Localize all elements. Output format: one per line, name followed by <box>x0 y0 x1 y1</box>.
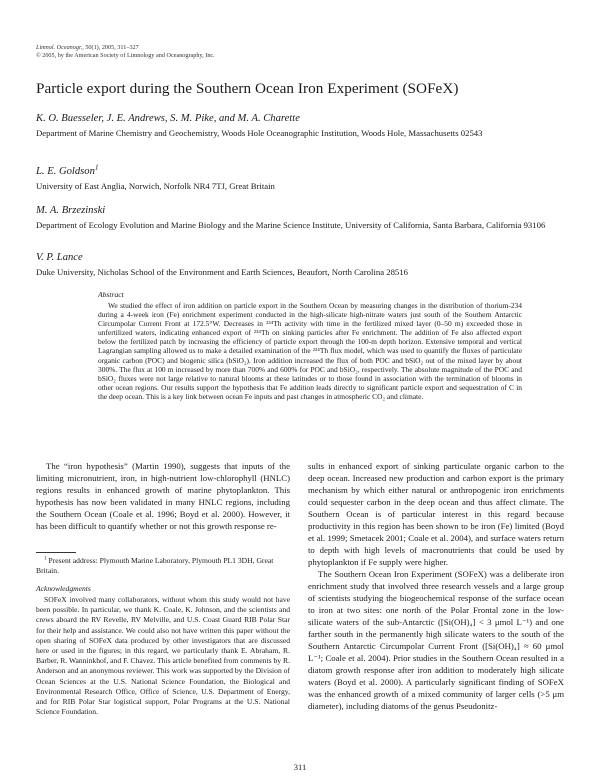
footnote-marker: 1 <box>44 555 47 562</box>
affiliation-1: Department of Marine Chemistry and Geochemistry, Woods Hole Oceanographic Institution, Woods Hole, Massachusetts 02543 <box>36 128 483 138</box>
abstract-label: Abstract <box>98 290 124 299</box>
journal-citation <box>36 44 215 52</box>
footnote-divider <box>36 552 76 553</box>
affiliation-2: University of East Anglia, Norwich, Norfolk NR4 7TJ, Great Britain <box>36 181 275 191</box>
right-paragraph-1: sults in enhanced export of sinking particulate organic carbon to the deep ocean. Increased new production and carbon export is the primary mechanism by which either natural or anthropogenic iron enrichments could sequester carbon in the deep ocean and thus affect climate. The Southern Ocean is of particular interest in this regard because productivity in this region has been shown to be iron (Fe) limited (Boyd et al. 1999; Smetacek 2001; Coale et al. 2004), and surface waters return to depth with high levels of macronutrients that could be used by phytoplankton if Fe supply were higher. <box>308 461 564 567</box>
left-column <box>36 460 290 532</box>
author-name-2: L. E. Goldson <box>36 166 95 177</box>
author-line-3: M. A. Brzezinski <box>36 205 106 216</box>
intro-paragraph: The “iron hypothesis” (Martin 1990), suggests that inputs of the limiting micronutrient, iron, in high-nutrient low-chlorophyll (HNLC) regions results in enhanced growth of marine phytoplankton. This hypothesis has now been validated in many HNLC regions, including the Southern Ocean (Coale et al. 1996; Boyd et al. 2000). However, it has been difficult to quantify whether or not this growth response re- <box>36 461 290 531</box>
acknowledgments-text: SOFeX involved many collaborators, without whom this study would not have been possible. In particular, we thank K. Coale, K. Johnson, and the scientists and crews aboard the RV Revelle, RV Melville, and U.S. Coast Guard RIB Polar Star for their help and assistance. We could also not have written this paper without the open sharing of SOFeX data produced by other investigators that are discussed here or used in the figures; in this regard, we particularly thank E. Abraham, R. Barber, R. Wanninkhof, and F. Chavez. This article benefited from comments by R. Anderson and an anonymous reviewer. This work was supported by the Division of Ocean Sciences at the U.S. National Science Foundation, the Biological and Environmental Research Office, Office of Science, U.S. Department of Energy, and for RIB Polar Star logistical support, Polar Programs at the U.S. National Science Foundation. <box>36 595 290 717</box>
paper-title: Particle export during the Southern Ocean Iron Experiment (SOFeX) <box>36 80 459 97</box>
page-number: 311 <box>293 762 307 772</box>
journal-header <box>36 44 215 59</box>
author-line-4: V. P. Lance <box>36 252 83 263</box>
footnote <box>36 556 290 576</box>
journal-copyright: © 2005, by the American Society of Limnology and Oceanography, Inc. <box>36 51 215 59</box>
author-line-2 <box>36 162 99 177</box>
abstract-text: We studied the effect of iron addition on particle export in the Southern Ocean by measuring changes in the distribution of thorium-234 during a 4-week iron (Fe) enrichment experiment conducted in the high-silicate high-nitrate waters just south of the Southern Antarctic Circumpolar Current Front at 172.5°W. Decreases in ²³⁴Th activity with time in the fertilized mixed layer (0–50 m) exceeded those in unfertilized waters, indicating enhanced export of ²³⁴Th on sinking particles after Fe enrichment. The addition of Fe also affected export below the fertilized patch by increasing the efficiency of particle export through the 100-m depth horizon. Extensive temporal and vertical Lagrangian sampling allowed us to make a detailed examination of the ²³⁴Th flux model, which was used to quantify the fluxes of particulate organic carbon (POC) and biogenic silica (bSiO₂). Iron addition increased the flux of both POC and bSiO₂ out of the mixed layer by about 300%. The flux at 100 m increased by more than 700% and 600% for POC and bSiO₂, respectively. The absolute magnitude of the POC and bSiO₂ fluxes were not large relative to natural blooms at these latitudes or to those found in association with the termination of blooms in other ocean regions. Our results support the hypothesis that Fe addition leads directly to significant particle export and sequestration of C in the deep ocean. This is a key link between ocean Fe inputs and past changes in atmospheric CO₂ and climate. <box>98 301 522 401</box>
right-column <box>308 460 564 712</box>
journal-volume-pages: , 50(1), 2005, 311–327 <box>82 44 139 51</box>
affiliation-3: Department of Ecology Evolution and Marine Biology and the Marine Science Institute, University of California, Santa Barbara, California 93106 <box>36 220 546 230</box>
acknowledgments-label: Acknowledgments <box>36 584 91 593</box>
journal-name: Limnol. Oceanogr. <box>36 44 83 51</box>
footnote-text: Present address: Plymouth Marine Laboratory, Plymouth PL1 3DH, Great Britain. <box>36 556 274 575</box>
affiliation-4: Duke University, Nicholas School of the Environment and Earth Sciences, Beaufort, North Carolina 28516 <box>36 267 408 277</box>
author-footnote-marker: 1 <box>94 162 99 172</box>
author-line-1: K. O. Buesseler, J. E. Andrews, S. M. Pike, and M. A. Charette <box>36 113 300 124</box>
article-page <box>36 0 564 776</box>
right-paragraph-2: The Southern Ocean Iron Experiment (SOFeX) was a deliberate iron enrichment study that involved three research vessels and a large group of scientists studying the biogeochemical response of the surface ocean to iron at two sites: one north of the Polar Frontal zone in the low-silicate waters of the sub-Antarctic ([Si(OH)₄] < 3 μmol L⁻¹) and one farther south in the permanently high silicate waters to the south of the Southern Antarctic Circumpolar Current Front ([Si(OH)₄] ≈ 60 μmol L⁻¹; Coale et al. 2004). Prior studies in the Southern Ocean resulted in a diatom growth response after iron addition to moderately high silicate waters (Boyd et al. 2000). A particularly significant finding of SOFeX was the enhanced growth of a mixed community of larger cells (>5 μm diameter), including diatoms of the genus Pseudonitz- <box>308 569 564 711</box>
